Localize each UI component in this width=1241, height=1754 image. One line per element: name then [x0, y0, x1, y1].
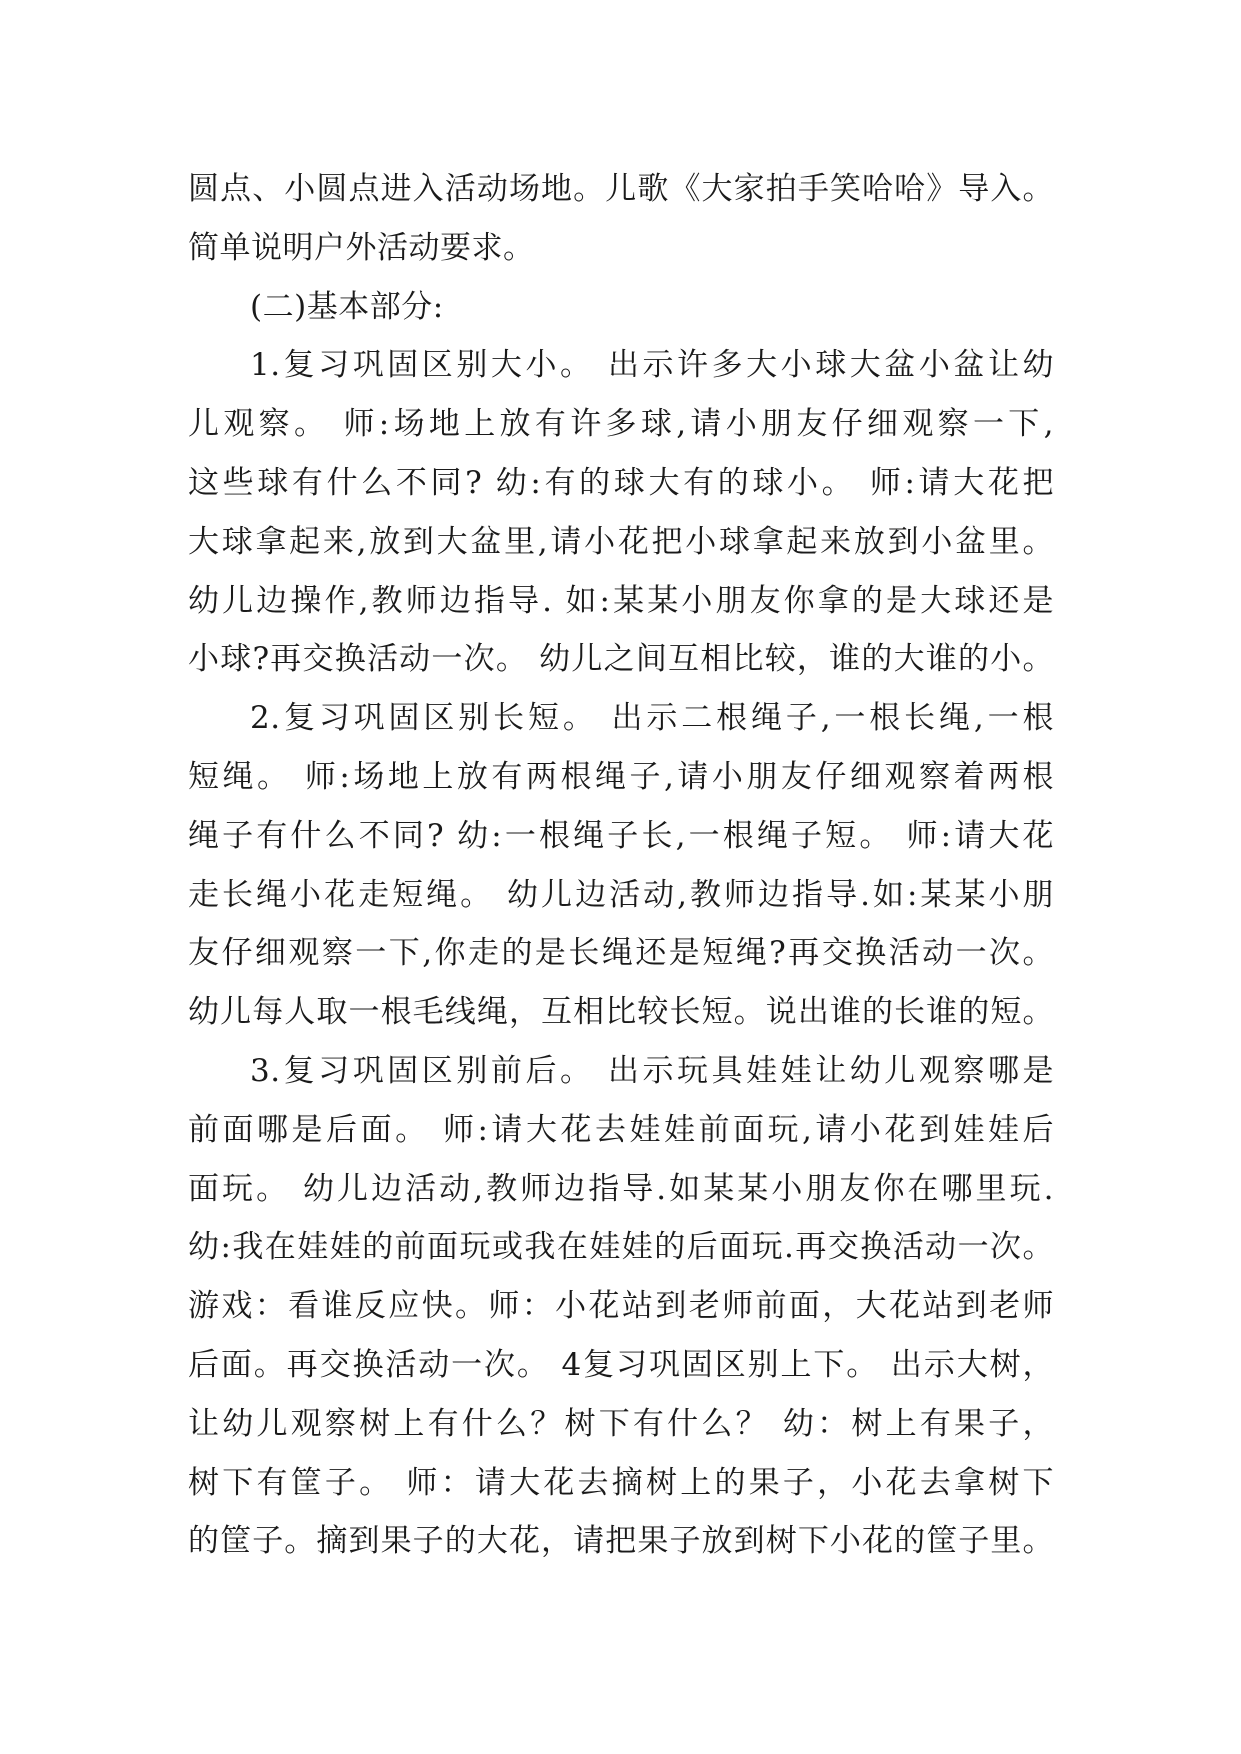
paragraph-intro [188, 160, 1054, 278]
paragraph-item-2 [188, 689, 1054, 1042]
paragraph-item-1 [188, 336, 1054, 689]
text-line: 友仔细观察一下,你走的是长绳还是短绳?再交换活动一次。 [188, 935, 1054, 972]
section-heading [188, 278, 1054, 337]
text-line: 幼儿每人取一根毛线绳，互相比较长短。说出谁的长谁的短。 [188, 994, 1054, 1031]
document-body [188, 160, 1054, 1571]
text-line: 后面。再交换活动一次。 4复习巩固区别上下。 出示大树， [188, 1346, 1054, 1383]
text-line: 短绳。 师:场地上放有两根绳子,请小朋友仔细观察着两根 [188, 758, 1054, 795]
text-line: 走长绳小花走短绳。 幼儿边活动,教师边指导.如:某某小朋 [188, 876, 1054, 913]
text-line: 这些球有什么不同? 幼:有的球大有的球小。 师:请大花把 [188, 464, 1054, 501]
text-line: 的筐子。摘到果子的大花，请把果子放到树下小花的筐子里。 [188, 1523, 1054, 1560]
paragraph-item-3 [188, 1042, 1054, 1571]
text-line: 面玩。 幼儿边活动,教师边指导.如某某小朋友你在哪里玩. [188, 1170, 1054, 1207]
text-line: 3.复习巩固区别前后。 出示玩具娃娃让幼儿观察哪是 [250, 1052, 1054, 1089]
text-line: 大球拿起来,放到大盆里,请小花把小球拿起来放到小盆里。 [188, 523, 1054, 560]
text-line: 儿观察。 师:场地上放有许多球,请小朋友仔细观察一下, [188, 406, 1054, 443]
text-line: 绳子有什么不同? 幼:一根绳子长,一根绳子短。 师:请大花 [188, 817, 1054, 854]
text-line: 2.复习巩固区别长短。 出示二根绳子,一根长绳,一根 [250, 700, 1054, 737]
text-line: 让幼儿观察树上有什么？树下有什么？ 幼：树上有果子， [188, 1405, 1054, 1442]
text-line: 幼儿边操作,教师边指导. 如:某某小朋友你拿的是大球还是 [188, 582, 1054, 619]
text-line: 游戏：看谁反应快。师：小花站到老师前面，大花站到老师 [188, 1288, 1054, 1325]
text-line: 1.复习巩固区别大小。 出示许多大小球大盆小盆让幼 [250, 347, 1054, 384]
text-line: 简单说明户外活动要求。 [188, 229, 535, 266]
text-line: 小球?再交换活动一次。 幼儿之间互相比较，谁的大谁的小。 [188, 641, 1054, 678]
text-line: 前面哪是后面。 师:请大花去娃娃前面玩,请小花到娃娃后 [188, 1111, 1054, 1148]
text-line: 树下有筐子。 师：请大花去摘树上的果子，小花去拿树下 [188, 1464, 1054, 1501]
text-line: 幼:我在娃娃的前面玩或我在娃娃的后面玩.再交换活动一次。 [188, 1229, 1054, 1266]
text-line: 圆点、小圆点进入活动场地。儿歌《大家拍手笑哈哈》导入。 [188, 171, 1054, 207]
section-heading-text: (二)基本部分: [250, 288, 444, 325]
